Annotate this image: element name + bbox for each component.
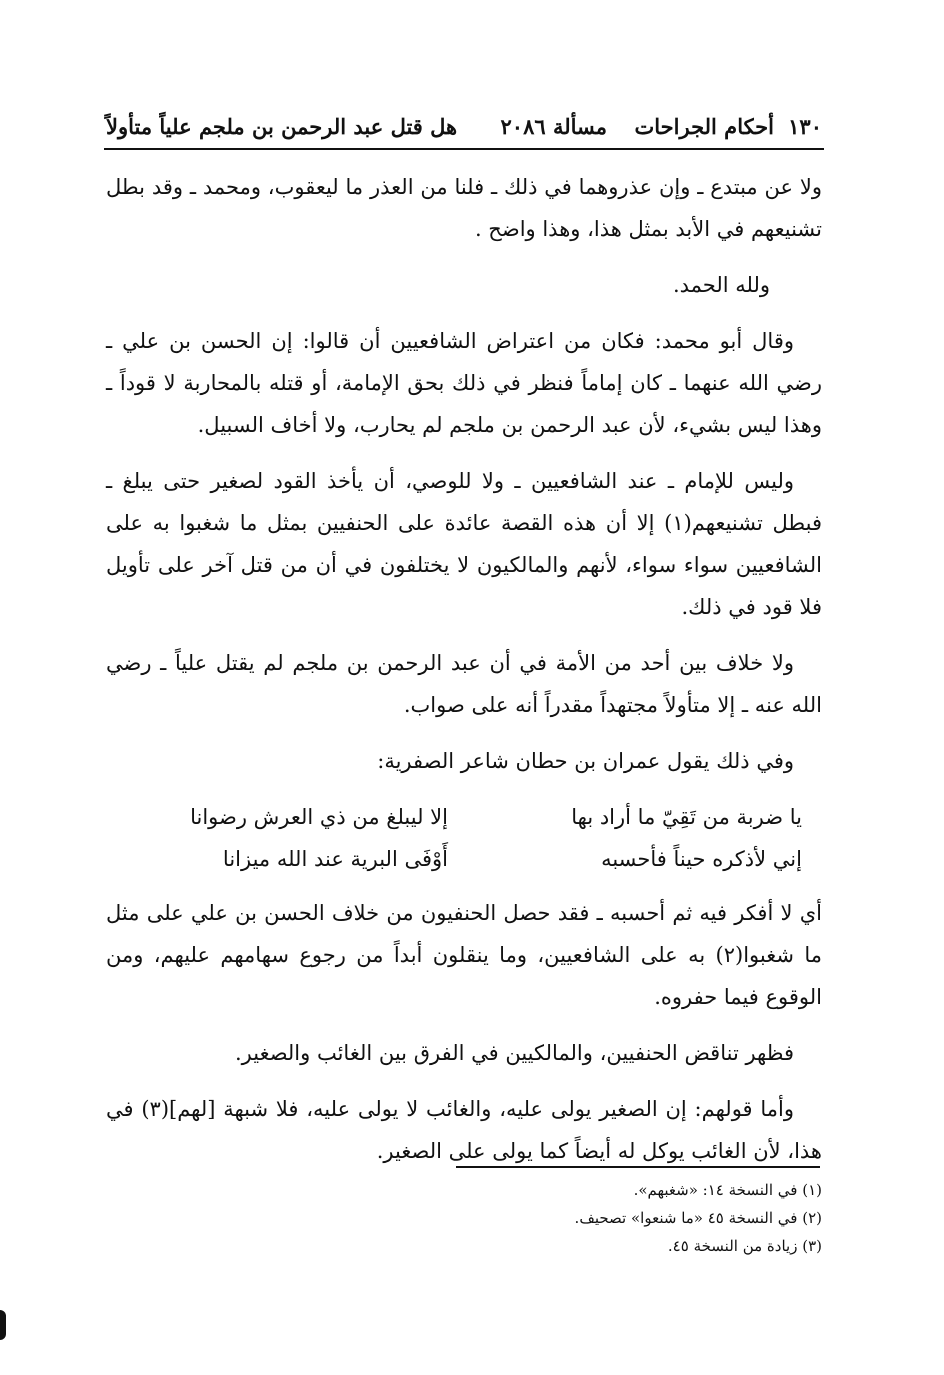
paragraph-7: أي لا أفكر فيه ثم أحسبه ـ فقد حصل الحنفيون من خلاف الحسن بن علي على مثل ما شغبوا(٢) به على الشافعيين، وما ينقلون أبداً من رجوع سهامهم عليهم، ومن الوقوع فيما حفروه. xyxy=(106,901,822,1009)
main-text xyxy=(106,166,822,1186)
issue-number: مسألة ٢٠٨٦ xyxy=(500,114,607,139)
poem xyxy=(106,796,822,880)
verse-1 xyxy=(106,796,802,838)
verse-2 xyxy=(106,838,802,880)
footnote-1: (١) في النسخة ١٤: «شغبهم». xyxy=(633,1181,822,1199)
paragraph-6: وفي ذلك يقول عمران بن حطان شاعر الصفرية: xyxy=(377,749,794,773)
paragraph-1: ولا عن مبتدع ـ وإن عذروهما في ذلك ـ فلنا من العذر ما ليعقوب، ومحمد ـ وقد بطل تشنيعهم في الأبد بمثل هذا، وهذا واضح . xyxy=(106,175,822,241)
paragraph-2: ولله الحمد. xyxy=(672,273,770,297)
page-number: ١٣٠ xyxy=(788,114,822,139)
footnote-2: (٢) في النسخة ٤٥ «ما شنعوا» تصحيف. xyxy=(574,1209,822,1227)
header-divider xyxy=(104,148,824,150)
verse-1-first-hemistich: يا ضربة من تَقِيّ ما أراد بها xyxy=(571,805,802,829)
footnote-divider xyxy=(456,1166,820,1168)
footnote-3: (٣) زيادة من النسخة ٤٥. xyxy=(667,1237,822,1255)
footnotes xyxy=(106,1176,822,1260)
paragraph-4: وليس للإمام ـ عند الشافعيين ـ ولا للوصي، أن يأخذ القود لصغير حتى يبلغ ـ فبطل تشنيعهم(١) إلا أن هذه القصة عائدة على الحنفيين بمثل ما شغبوا به على الشافعيين سواء سواء، لأنهم والمالكيون لا يختلفون في أن من قتل آخر على تأويل فلا قود في ذلك. xyxy=(106,469,822,619)
paragraph-8: فظهر تناقض الحنفيين، والمالكيين في الفرق بين الغائب والصغير. xyxy=(234,1041,794,1065)
chapter-title: هل قتل عبد الرحمن بن ملجم علياً متأولاً xyxy=(106,114,458,139)
scan-edge-mark xyxy=(0,1310,6,1340)
book-title: أحكام الجراحات xyxy=(634,114,774,139)
paragraph-5: ولا خلاف بين أحد من الأمة في أن عبد الرحمن بن ملجم لم يقتل علياً ـ رضي الله عنه ـ إلا متأولاً مجتهداً مقدراً أنه على صواب. xyxy=(106,651,822,717)
verse-2-second-hemistich: أَوْفَى البرية عند الله ميزانا xyxy=(222,847,448,871)
paragraph-3: وقال أبو محمد: فكان من اعتراض الشافعيين أن قالوا: إن الحسن بن علي ـ رضي الله عنهما ـ كان إماماً فنظر في ذلك بحق الإمامة، أو قتله بالمحاربة لا قوداً ـ وهذا ليس بشيء، لأن عبد الرحمن بن ملجم لم يحارب، ولا أخاف السبيل. xyxy=(106,329,822,437)
running-header xyxy=(106,108,822,148)
verse-2-first-hemistich: إني لأذكره حيناً فأحسبه xyxy=(601,847,802,871)
verse-1-second-hemistich: إلا ليبلغ من ذي العرش رضوانا xyxy=(190,805,448,829)
paragraph-9: وأما قولهم: إن الصغير يولى عليه، والغائب لا يولى عليه، فلا شبهة [لهم](٣) في هذا، لأن الغائب يوكل له أيضاً كما يولى على الصغير. xyxy=(106,1097,822,1163)
